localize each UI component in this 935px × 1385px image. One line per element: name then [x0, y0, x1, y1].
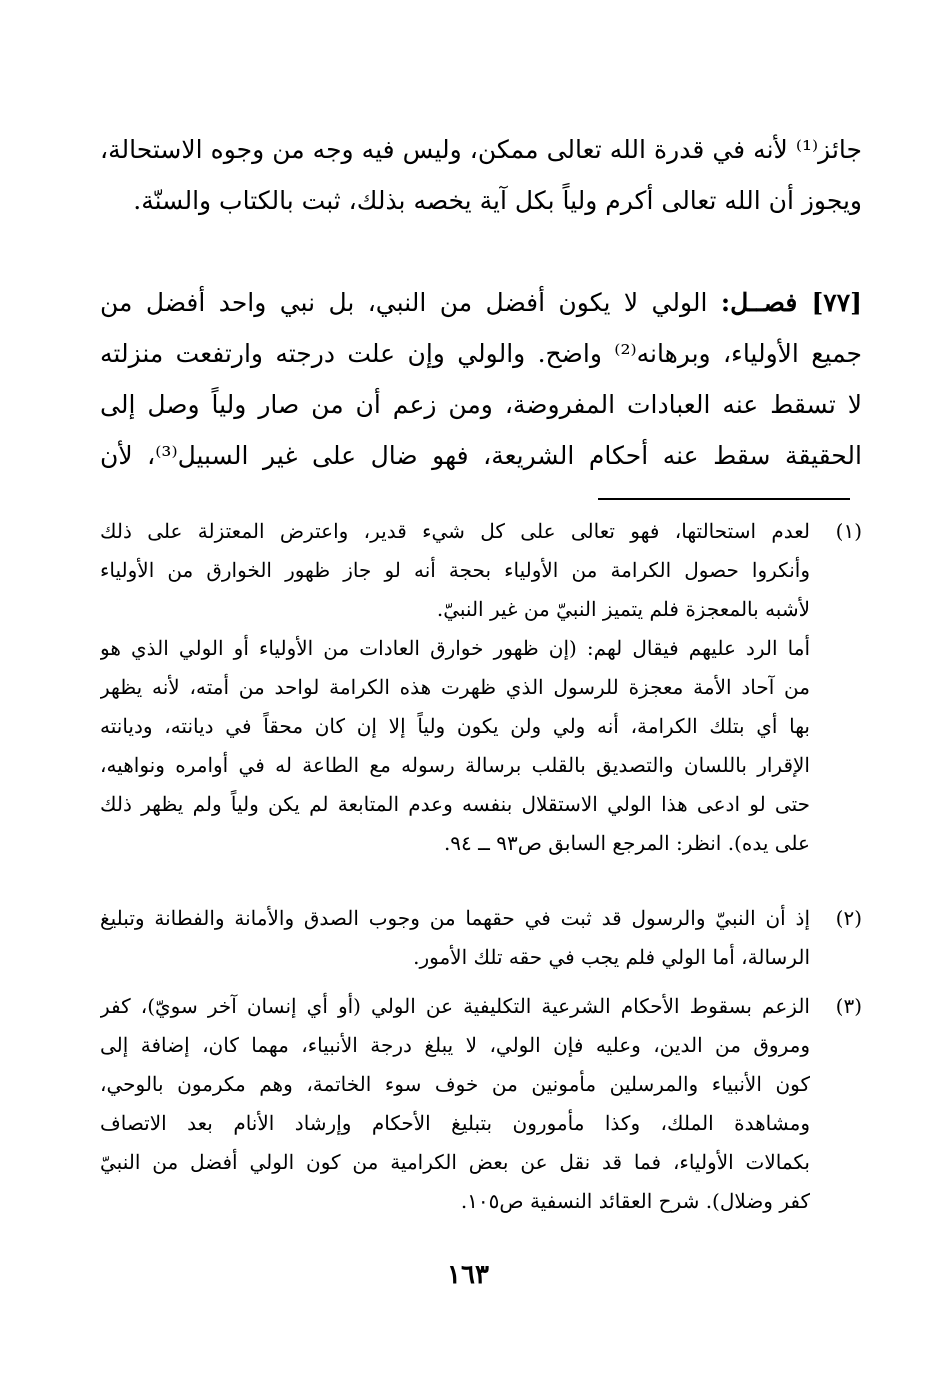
footnote-3 [100, 987, 810, 1221]
footnote-line: على يده). انظر: المرجع السابق ص٩٣ ــ ٩٤. [443, 831, 810, 855]
footnote-number: (٣) [835, 994, 862, 1018]
text-line: الحقيقة سقط عنه أحكام الشريعة، فهو ضال على غير السبيل⁽³⁾، لأن [100, 441, 862, 470]
footnote-line: ومروق من الدين، وعليه فإن الولي، لا يبلغ درجة الأنبياء، مهما كان، إضافة إلى [100, 1033, 810, 1057]
footnote-1 [100, 512, 810, 863]
text-line: جميع الأولياء، وبرهانه⁽²⁾ واضح. والولي وإن علت درجته وارتفعت منزلته [100, 339, 862, 368]
footnote-line: حتى لو ادعى هذا الولي الاستقلال بنفسه وعدم المتابعة لم يكن ولياً ولم يظهر ذلك [100, 792, 810, 816]
footnote-separator [598, 498, 850, 500]
footnote-line: كون الأنبياء والمرسلين مأمونين من خوف سوء الخاتمة، وهم مكرمون بالوحي، [100, 1072, 810, 1096]
footnote-line: لعدم استحالتها، فهو تعالى على كل شيء قدير، واعترض المعتزلة على ذلك [100, 519, 810, 543]
footnote-line: من آحاد الأمة معجزة للرسول الذي ظهرت هذه الكرامة لواحد من أمته، لأنه يظهر [100, 675, 810, 699]
text-line [100, 277, 862, 328]
footnote-line: ومشاهدة الملك، وكذا مأمورون بتبليغ الأحكام وإرشاد الأنام بعد الاتصاف [100, 1111, 810, 1135]
paragraph-1 [100, 124, 862, 226]
footnote-number: (٢) [835, 906, 862, 930]
footnote-line: بكمالات الأولياء، فما قد نقل عن بعض الكرامية من كون الولي أفضل من النبيّ [100, 1150, 810, 1174]
footnote-line: كفر وضلال). شرح العقائد النسفية ص١٠٥. [460, 1189, 810, 1213]
text-line: جائز⁽¹⁾ لأنه في قدرة الله تعالى ممكن، وليس فيه وجه من وجوه الاستحالة، [100, 135, 862, 164]
footnote-line: لأشبه بالمعجزة فلم يتميز النبيّ من غير النبيّ. [436, 597, 810, 621]
footnote-line: أما الرد عليهم فيقال لهم: (إن ظهور خوارق العادات من الأولياء أو الولي الذي هو [100, 636, 810, 660]
footnote-line: الإقرار باللسان والتصديق بالقلب برسالة رسوله مع الطاعة له في أوامره ونواهيه، [100, 753, 810, 777]
text-line: لا تسقط عنه العبادات المفروضة، ومن زعم أن من صار ولياً وصل إلى [100, 390, 862, 419]
section-label: [٧٧] فصــل: [720, 288, 862, 317]
footnote-line: الرسالة، أما الولي فلم يجب في حقه تلك الأمور. [413, 945, 810, 969]
text-line: ويجوز أن الله تعالى أكرم ولياً بكل آية يخصه بذلك، ثبت بالكتاب والسنّة. [133, 186, 862, 215]
footnote-number: (١) [835, 519, 862, 543]
footnote-2 [100, 899, 810, 977]
footnote-line: بها أي بتلك الكرامة، أنه ولي ولن يكون ولياً إلا إن كان محقاً في ديانته، وديانته [100, 714, 810, 738]
footnote-line: إذ أن النبيّ والرسول قد ثبت في حقهما من وجوب الصدق والأمانة والفطانة وتبليغ [100, 906, 810, 930]
section-77-paragraph [100, 277, 862, 481]
page-number: ١٦٣ [447, 1260, 489, 1290]
section-text: الولي لا يكون أفضل من النبي، بل نبي واحد أفضل من [100, 288, 708, 317]
footnote-line: وأنكروا حصول الكرامة من الأولياء بحجة أنه لو جاز ظهور الخوارق من الأولياء [100, 558, 810, 582]
footnote-line: الزعم بسقوط الأحكام الشرعية التكليفية عن الولي (أو أي إنسان آخر سويّ)، كفر [100, 994, 810, 1018]
